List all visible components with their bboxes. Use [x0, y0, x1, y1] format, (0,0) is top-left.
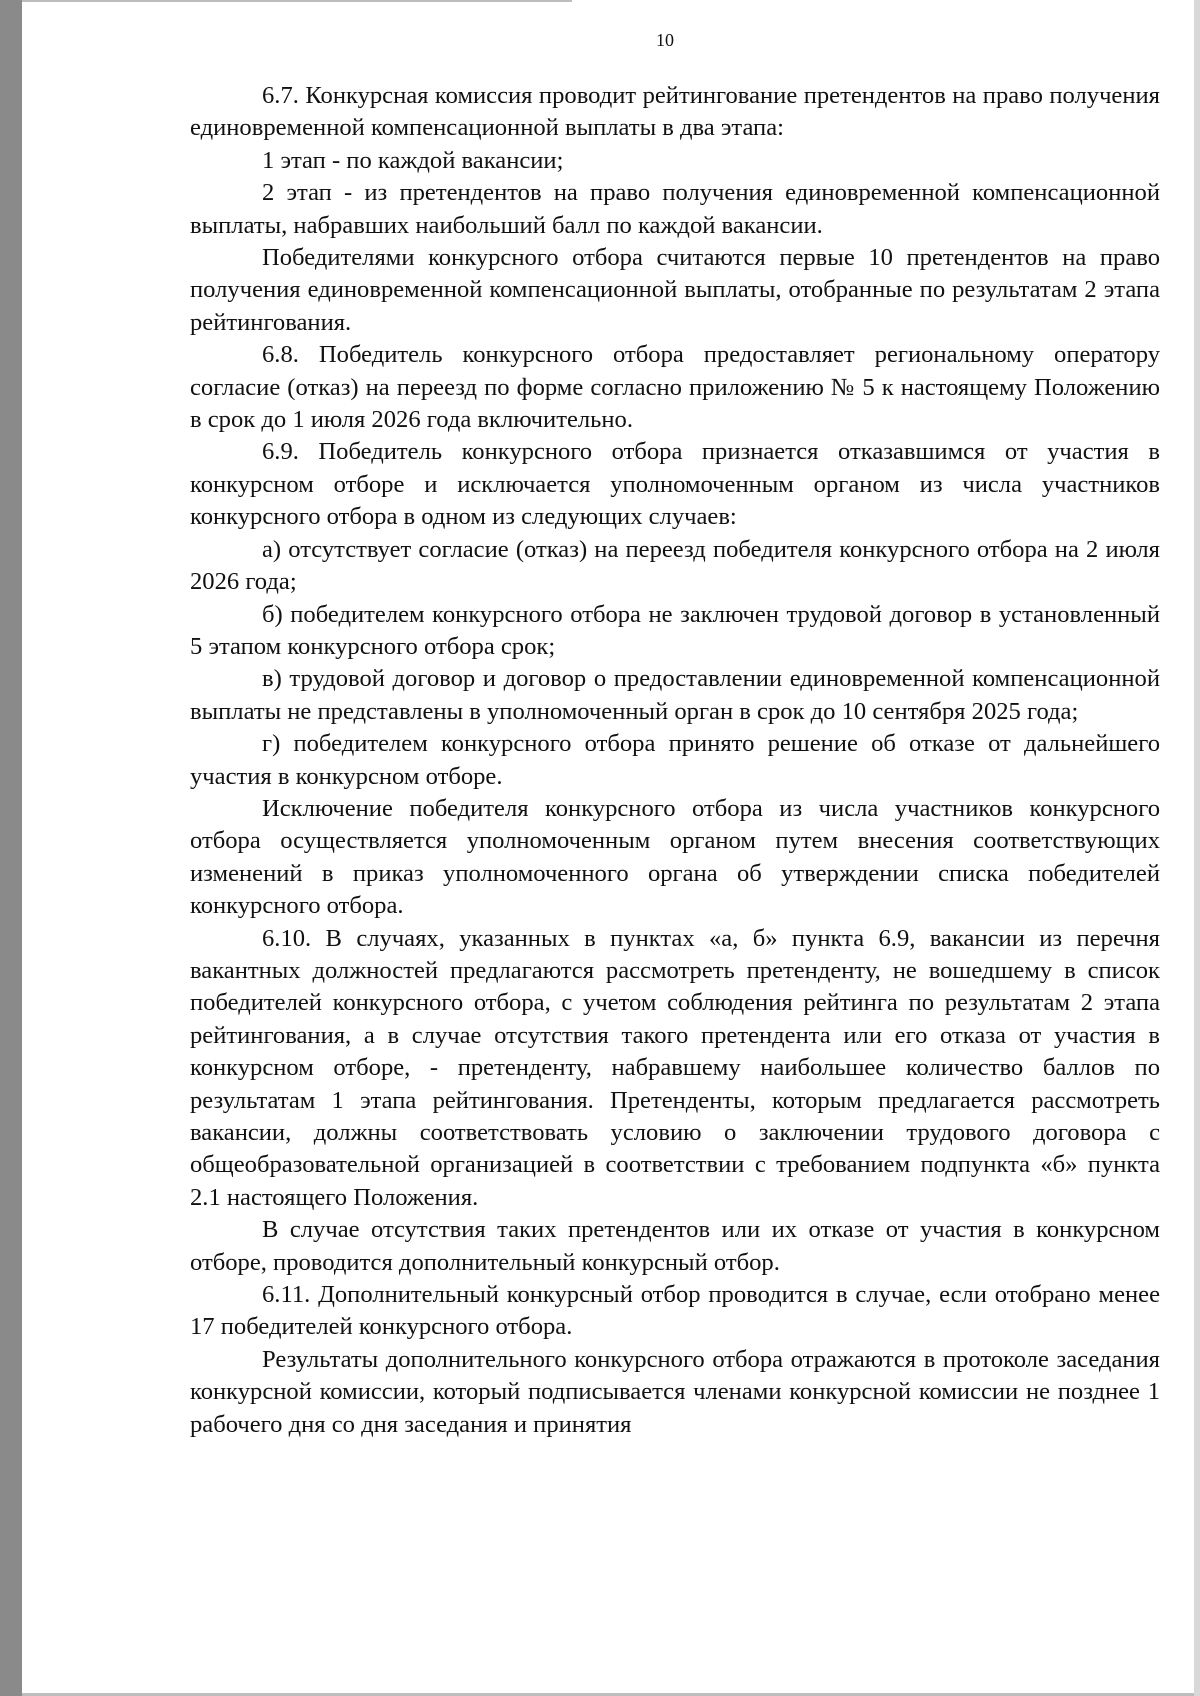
paragraph-winners: Победителями конкурсного отбора считаются первые 10 претендентов на право получения единовременной компенсационной выплаты, отобранные по результатам 2 этапа рейтингования. — [190, 244, 1160, 336]
page-number: 10 — [656, 30, 674, 50]
paragraph-6-7: 6.7. Конкурсная комиссия проводит рейтингование претендентов на право получения единовременной компенсационной выплаты в два этапа: — [190, 82, 1160, 142]
paragraph-6-9-v: в) трудовой договор и договор о предоставлении единовременной компенсационной выплаты не представлены в уполномоченный орган в срок до 10 сентября 2025 года; — [190, 665, 1160, 725]
scan-edge-right — [1194, 0, 1200, 1696]
paragraph-6-10: 6.10. В случаях, указанных в пунктах «а, б» пункта 6.9, вакансии из перечня вакантных должностей предлагаются рассмотреть претенденту, не вошедшему в список победителей конкурсного отбора, с учетом соблюдения рейтинга по результатам 2 этапа рейтингования, а в случае отсутствия такого претендента или его отказа от участия в конкурсном отборе, - претенденту, набравшему наибольшее количество баллов по результатам 1 этапа рейтингования. Претенденты, которым предлагается рассмотреть вакансии, должны соответствовать условию о заключении трудового договора с общеобразовательной организацией в соответствии с требованием подпункта «б» пункта 2.1 настоящего Положения. — [190, 924, 1160, 1211]
paragraph-6-9-b: б) победителем конкурсного отбора не заключен трудовой договор в установленный 5 этапом конкурсного отбора срок; — [190, 600, 1160, 660]
paragraph-stage-2: 2 этап - из претендентов на право получения единовременной компенсационной выплаты, набравших наибольший балл по каждой вакансии. — [190, 179, 1160, 239]
document-page — [22, 2, 1194, 1693]
paragraph-6-9-g: г) победителем конкурсного отбора принято решение об отказе от дальнейшего участия в конкурсном отборе. — [190, 730, 1160, 790]
paragraph-additional-selection: В случае отсутствия таких претендентов или их отказе от участия в конкурсном отборе, проводится дополнительный конкурсный отбор. — [190, 1216, 1160, 1276]
paragraph-stage-1: 1 этап - по каждой вакансии; — [262, 146, 564, 174]
paragraph-6-11: 6.11. Дополнительный конкурсный отбор проводится в случае, если отобрано менее 17 победителей конкурсного отбора. — [190, 1281, 1160, 1341]
paragraph-6-9: 6.9. Победитель конкурсного отбора признается отказавшимся от участия в конкурсном отборе и исключается уполномоченным органом из числа участников конкурсного отбора в одном из следующих случаев: — [190, 438, 1160, 531]
scan-edge-left — [0, 0, 22, 1696]
document-body — [190, 80, 1160, 1441]
paragraph-6-9-a: а) отсутствует согласие (отказ) на переезд победителя конкурсного отбора на 2 июля 2026 года; — [190, 535, 1160, 596]
paragraph-results: Результаты дополнительного конкурсного отбора отражаются в протоколе заседания конкурсной комиссии, который подписывается членами конкурсной комиссии не позднее 1 рабочего дня со дня заседания и принятия — [190, 1345, 1160, 1438]
paragraph-6-8: 6.8. Победитель конкурсного отбора предоставляет региональному оператору согласие (отказ) на переезд по форме согласно приложению № 5 к настоящему Положению в срок до 1 июля 2026 года включительно. — [190, 341, 1160, 434]
paragraph-exclusion: Исключение победителя конкурсного отбора из числа участников конкурсного отбора осуществляется уполномоченным органом путем внесения соответствующих изменений в приказ уполномоченного органа об утверждении списка победителей конкурсного отбора. — [190, 794, 1160, 920]
